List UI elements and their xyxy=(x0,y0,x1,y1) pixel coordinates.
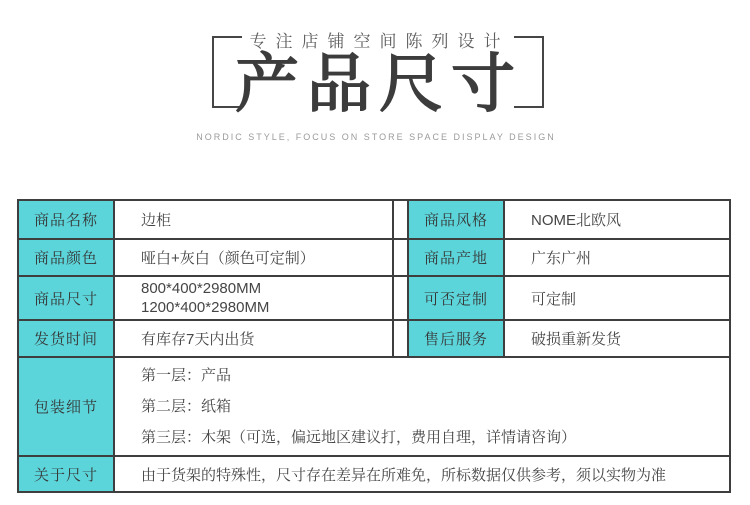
size-line-2: 1200*400*2980MM xyxy=(141,299,270,316)
packing-line-2: 第二层：纸箱 xyxy=(141,398,232,415)
spec-label-packing-detail: 包装细节 xyxy=(18,357,114,456)
table-row-shipping-service xyxy=(18,320,730,357)
spec-label-product-color: 商品颜色 xyxy=(18,239,114,276)
spec-value-product-style: NOME北欧风 xyxy=(504,200,730,239)
spacer-cell xyxy=(393,239,408,276)
spec-label-product-name: 商品名称 xyxy=(18,200,114,239)
spec-label-customizable: 可否定制 xyxy=(408,276,504,320)
packing-line-3: 第三层：木架（可选，偏远地区建议打，费用自理，详情请咨询） xyxy=(141,429,577,446)
table-row-color-origin xyxy=(18,239,730,276)
page-title: 产品尺寸 xyxy=(235,48,523,120)
table-row-size-custom xyxy=(18,276,730,320)
size-line-1: 800*400*2980MM xyxy=(141,280,262,297)
spec-value-after-sale: 破损重新发货 xyxy=(504,320,730,357)
spec-value-customizable: 可定制 xyxy=(504,276,730,320)
spec-value-product-size xyxy=(114,276,393,320)
spacer-cell xyxy=(393,320,408,357)
packing-line-1: 第一层：产品 xyxy=(141,367,232,384)
header xyxy=(0,0,750,175)
spacer-cell xyxy=(393,276,408,320)
table-row-packing xyxy=(18,357,730,456)
spec-value-product-color: 哑白+灰白（颜色可定制） xyxy=(114,239,393,276)
spec-value-packing-detail xyxy=(114,357,730,456)
spec-label-product-style: 商品风格 xyxy=(408,200,504,239)
spec-label-product-size: 商品尺寸 xyxy=(18,276,114,320)
table-row-name-style xyxy=(18,200,730,239)
spec-label-shipping-time: 发货时间 xyxy=(18,320,114,357)
header-subtitle-en: NORDIC STYLE, FOCUS ON STORE SPACE DISPLAY DESIGN xyxy=(196,132,556,142)
spec-value-product-origin: 广东广州 xyxy=(504,239,730,276)
header-tagline: 专注店铺空间陈列设计 xyxy=(249,32,510,51)
spacer-cell xyxy=(393,200,408,239)
spec-value-about-size: 由于货架的特殊性，尺寸存在差异在所难免，所标数据仅供参考，须以实物为准 xyxy=(114,456,730,492)
spec-label-product-origin: 商品产地 xyxy=(408,239,504,276)
spec-label-after-sale: 售后服务 xyxy=(408,320,504,357)
spec-value-shipping-time: 有库存7天内出货 xyxy=(114,320,393,357)
table-row-size-note xyxy=(18,456,730,492)
product-spec-table xyxy=(17,199,731,493)
spec-label-about-size: 关于尺寸 xyxy=(18,456,114,492)
spec-value-product-name: 边柜 xyxy=(114,200,393,239)
